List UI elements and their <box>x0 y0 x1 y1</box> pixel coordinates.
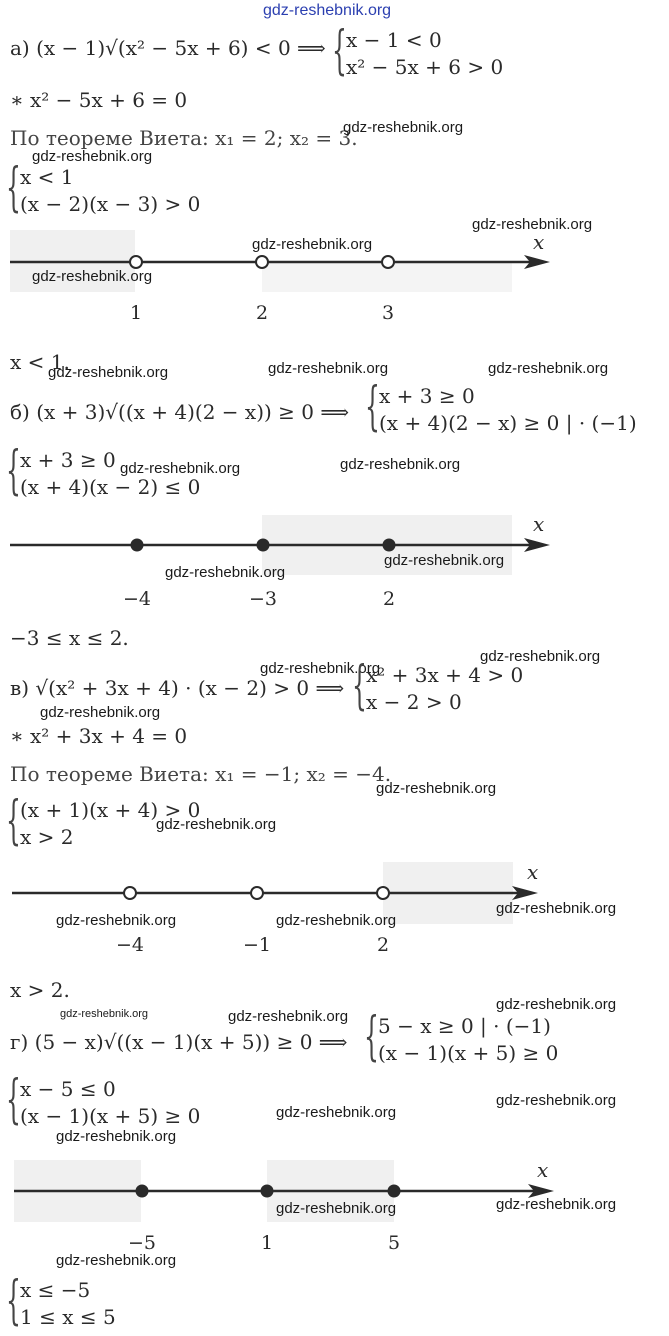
system-row: x + 3 ≥ 0 <box>379 384 475 408</box>
axis-label: x <box>527 860 539 884</box>
filled-point <box>383 539 396 552</box>
watermark[interactable]: gdz-reshebnik.org <box>488 360 609 377</box>
open-point <box>251 887 263 899</box>
watermark[interactable]: gdz-reshebnik.org <box>276 912 397 929</box>
part-a-answer: x < 1. <box>10 350 70 374</box>
watermark[interactable]: gdz-reshebnik.org <box>156 816 277 833</box>
part-v-star-equation: ∗ x² + 3x + 4 = 0 <box>10 724 188 748</box>
system-row: (x − 1)(x + 5) ≥ 0 <box>20 1104 201 1128</box>
watermark[interactable]: gdz-reshebnik.org <box>384 552 505 569</box>
tick-label: 2 <box>376 934 390 956</box>
brace-icon: { <box>332 21 347 81</box>
system-row: (x + 4)(x − 2) ≤ 0 <box>20 475 201 499</box>
brace-icon: { <box>6 441 21 501</box>
watermark-top[interactable]: gdz-reshebnik.org <box>263 2 392 19</box>
tick-label: −4 <box>122 588 152 610</box>
watermark[interactable]: gdz-reshebnik.org <box>472 216 593 233</box>
system-row: (x + 1)(x + 4) > 0 <box>20 798 201 822</box>
system-row: x − 2 > 0 <box>366 690 462 714</box>
part-a-vieta: По теореме Виета: x₁ = 2; x₂ = 3. <box>10 126 358 150</box>
part-g-system <box>6 1070 201 1130</box>
watermark[interactable]: gdz-reshebnik.org <box>165 564 286 581</box>
tick-label: −5 <box>127 1232 157 1254</box>
watermark[interactable]: gdz-reshebnik.org <box>480 648 601 665</box>
tick-label: 1 <box>260 1232 274 1254</box>
axis-label: x <box>533 512 545 536</box>
brace-icon: { <box>365 377 380 437</box>
system-row: x² − 5x + 6 > 0 <box>346 55 504 79</box>
watermark[interactable]: gdz-reshebnik.org <box>343 119 464 136</box>
watermark[interactable]: gdz-reshebnik.org <box>56 1128 177 1145</box>
watermark[interactable]: gdz-reshebnik.org <box>496 1092 617 1109</box>
filled-point <box>261 1185 274 1198</box>
part-v-header-system <box>352 656 524 716</box>
system-row: x − 1 < 0 <box>346 28 442 52</box>
system-row: x² + 3x + 4 > 0 <box>366 663 524 687</box>
tick-label: 3 <box>381 302 395 324</box>
part-a-system <box>6 158 201 218</box>
filled-point <box>257 539 270 552</box>
system-row: x ≤ −5 <box>20 1278 91 1302</box>
system-row: (x + 4)(2 − x) ≥ 0 | · (−1) <box>379 411 637 435</box>
open-point <box>256 256 268 268</box>
part-b-header: б) (x + 3)√((x + 4)(2 − x)) ≥ 0 ⟹ <box>10 400 350 424</box>
system-row: x > 2 <box>20 825 74 849</box>
axis-label: x <box>533 230 545 254</box>
watermark[interactable]: gdz-reshebnik.org <box>120 460 241 477</box>
watermark[interactable]: gdz-reshebnik.org <box>40 704 161 721</box>
system-row: x < 1 <box>20 165 74 189</box>
brace-icon: { <box>6 791 21 851</box>
watermark[interactable]: gdz-reshebnik.org <box>56 1252 177 1269</box>
axis-label: x <box>537 1158 549 1182</box>
watermark[interactable]: gdz-reshebnik.org <box>32 148 153 165</box>
brace-icon: { <box>6 158 21 218</box>
filled-point <box>131 539 144 552</box>
part-g-header: г) (5 − x)√((x − 1)(x + 5)) ≥ 0 ⟹ <box>10 1030 348 1054</box>
system-row: (x − 2)(x − 3) > 0 <box>20 192 201 216</box>
tick-label: −1 <box>242 934 272 956</box>
brace-icon: { <box>6 1070 21 1130</box>
part-v-answer: x > 2. <box>10 978 70 1002</box>
tick-label: −3 <box>248 588 278 610</box>
brace-icon: { <box>6 1271 21 1331</box>
part-b-header-system <box>365 377 637 437</box>
open-point <box>130 256 142 268</box>
watermark[interactable]: gdz-reshebnik.org <box>340 456 461 473</box>
part-a-header: а) (x − 1)√(x² − 5x + 6) < 0 ⟹ <box>10 36 326 60</box>
part-v-vieta: По теореме Виета: x₁ = −1; x₂ = −4. <box>10 762 392 786</box>
watermark[interactable]: gdz-reshebnik.org <box>496 996 617 1013</box>
open-point <box>377 887 389 899</box>
watermark[interactable]: gdz-reshebnik.org <box>32 268 153 285</box>
watermark[interactable]: gdz-reshebnik.org <box>276 1104 397 1121</box>
watermark[interactable]: gdz-reshebnik.org <box>276 1200 397 1217</box>
watermark[interactable]: gdz-reshebnik.org <box>260 660 381 677</box>
part-g-header-system <box>364 1007 559 1067</box>
system-row: x − 5 ≤ 0 <box>20 1077 116 1101</box>
watermark[interactable]: gdz-reshebnik.org <box>496 1196 617 1213</box>
system-row: 1 ≤ x ≤ 5 <box>20 1305 116 1329</box>
part-b-answer: −3 ≤ x ≤ 2. <box>10 626 129 650</box>
filled-point <box>388 1185 401 1198</box>
watermark[interactable]: gdz-reshebnik.org <box>56 912 177 929</box>
watermark[interactable]: gdz-reshebnik.org <box>228 1008 349 1025</box>
system-row: 5 − x ≥ 0 | · (−1) <box>378 1014 551 1038</box>
part-a-header-system <box>332 21 504 81</box>
part-g-final-system <box>6 1271 116 1331</box>
watermark[interactable]: gdz-reshebnik.org <box>376 780 497 797</box>
watermark[interactable]: gdz-reshebnik.org <box>252 236 373 253</box>
brace-icon: { <box>364 1007 379 1067</box>
watermark[interactable]: gdz-reshebnik.org <box>48 364 169 381</box>
brace-icon: { <box>352 656 367 716</box>
tick-label: 2 <box>382 588 396 610</box>
watermark[interactable]: gdz-reshebnik.org <box>60 1008 149 1020</box>
system-row: x + 3 ≥ 0 <box>20 448 116 472</box>
open-point <box>124 887 136 899</box>
tick-label: 2 <box>255 302 269 324</box>
part-v-header: в) √(x² + 3x + 4) · (x − 2) > 0 ⟹ <box>10 676 345 700</box>
number-line-b <box>0 503 669 613</box>
watermark[interactable]: gdz-reshebnik.org <box>268 360 389 377</box>
part-a-star-equation: ∗ x² − 5x + 6 = 0 <box>10 88 188 112</box>
watermark[interactable]: gdz-reshebnik.org <box>496 900 617 917</box>
tick-label: 5 <box>387 1232 401 1254</box>
tick-label: 1 <box>129 302 143 324</box>
tick-label: −4 <box>115 934 145 956</box>
open-point <box>382 256 394 268</box>
system-row: (x − 1)(x + 5) ≥ 0 <box>378 1041 559 1065</box>
filled-point <box>136 1185 149 1198</box>
